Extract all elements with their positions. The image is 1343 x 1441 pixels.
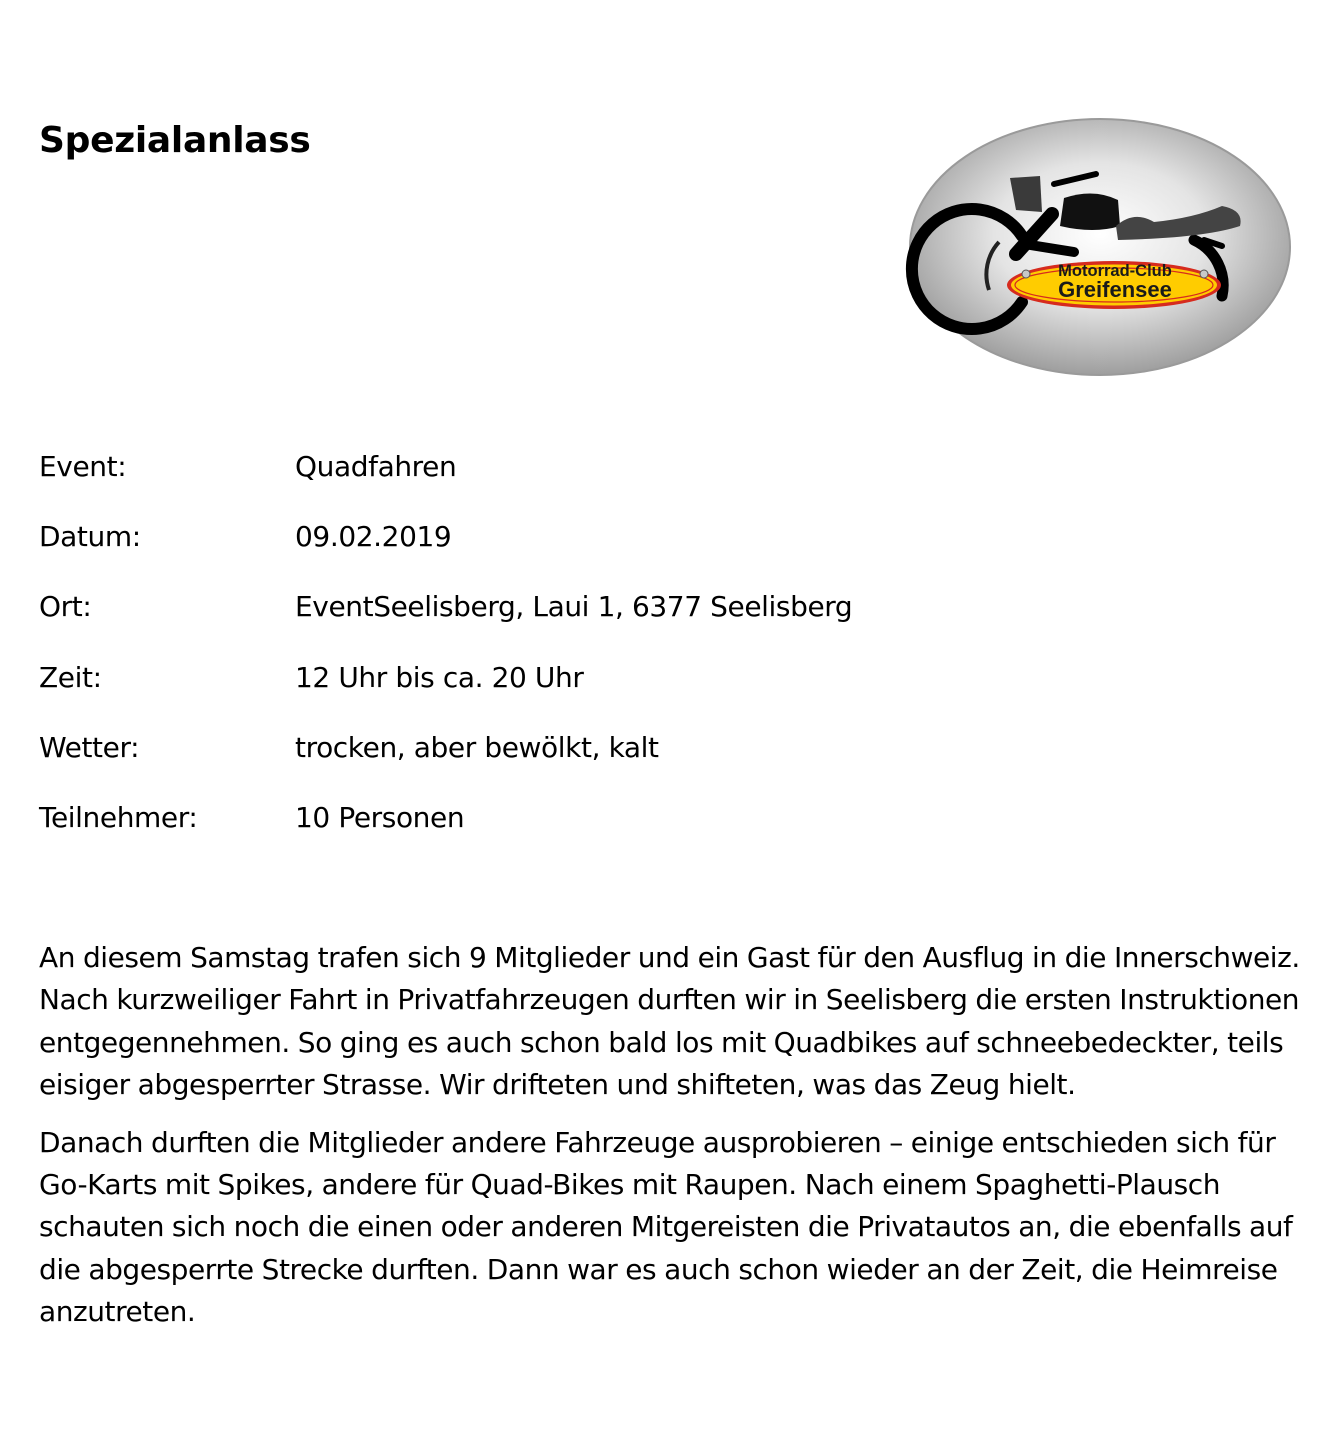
detail-label: Ort:	[39, 590, 92, 624]
screw-icon	[1022, 270, 1030, 278]
detail-row-wetter	[39, 728, 1039, 798]
screw-icon	[1200, 270, 1208, 278]
detail-value: 12 Uhr bis ca. 20 Uhr	[295, 660, 584, 694]
detail-value: 09.02.2019	[295, 520, 452, 554]
detail-row-datum	[39, 517, 1039, 587]
detail-label: Zeit:	[39, 660, 102, 694]
paragraph: Danach durften die Mitglieder andere Fahrzeuge ausprobieren – einige entschieden sich für Go-Karts mit Spikes, andere für Quad-Bikes mit Raupen. Nach einem Spaghetti-Plausch schauten sich noch die einen oder anderen Mitgereisten die Privatautos an, die ebenfalls auf die abgesperrte Strecke durften. Dann war es auch schon wieder an der Zeit, die Heimreise anzutreten.	[39, 1125, 1293, 1329]
detail-value: 10 Personen	[295, 800, 465, 834]
detail-value: EventSeelisberg, Laui 1, 6377 Seelisberg	[295, 590, 853, 624]
detail-label: Event:	[39, 450, 127, 483]
detail-value: Quadfahren	[295, 450, 457, 483]
detail-row-teilnehmer	[39, 798, 1039, 868]
report-body	[39, 937, 1301, 1349]
logo-nameplate	[1007, 261, 1221, 309]
detail-label: Teilnehmer:	[39, 800, 198, 834]
detail-label: Wetter:	[39, 730, 140, 764]
detail-row-zeit	[39, 658, 1039, 728]
event-details	[39, 447, 1039, 868]
page-title: Spezialanlass	[39, 120, 311, 161]
logo-background-oval	[910, 119, 1290, 375]
paragraph: An diesem Samstag trafen sich 9 Mitglieder und ein Gast für den Ausflug in die Innerschweiz. Nach kurzweiliger Fahrt in Privatfahrzeugen durften wir in Seelisberg die ersten Instruktionen entgegennehmen. So ging es auch schon bald los mit Quadbikes auf schneebedeckter, teils eisiger abgesperrter Strasse. Wir drifteten und shifteten, was das Zeug hielt.	[39, 941, 1300, 1102]
detail-row-ort	[39, 587, 1039, 657]
club-logo	[904, 114, 1296, 382]
detail-row-event	[39, 447, 1039, 517]
detail-label: Datum:	[39, 520, 141, 554]
logo-line-1: Motorrad-Club	[1058, 262, 1172, 280]
logo-line-2: Greifensee	[1058, 277, 1172, 302]
detail-value: trocken, aber bewölkt, kalt	[295, 730, 659, 764]
